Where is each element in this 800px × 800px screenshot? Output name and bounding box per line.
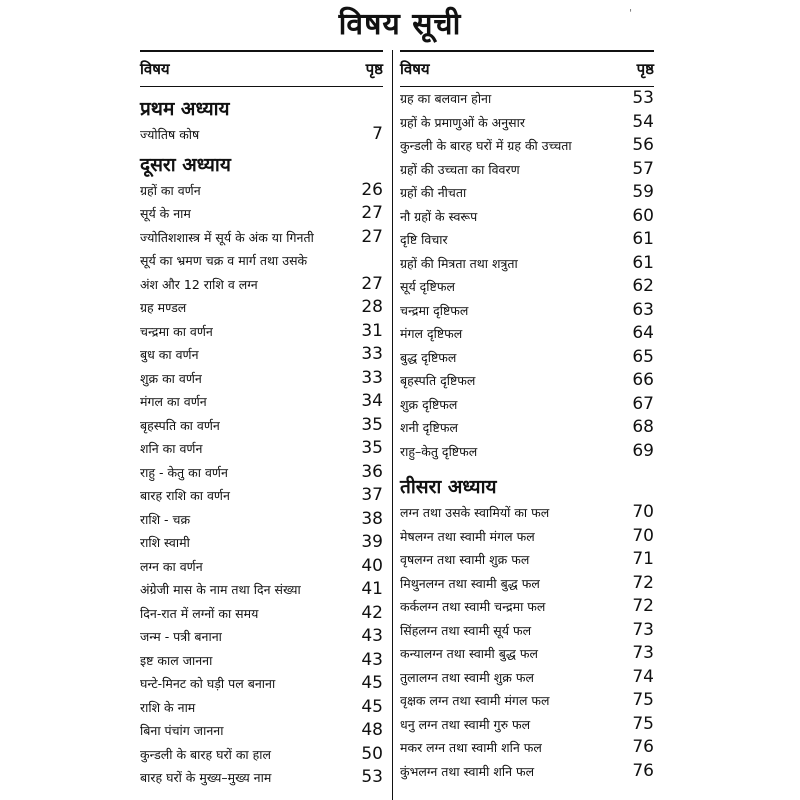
toc-entry (400, 572, 654, 596)
entry-title: वृक्षक लग्न तथा स्वामी मंगल फल (400, 693, 550, 708)
entry-page-number: 37 (361, 485, 383, 505)
entry-page-number: 57 (632, 158, 654, 179)
entry-title: मंगल दृष्टिफल (400, 326, 463, 341)
entry-title: बृहस्पति का वर्णन (140, 417, 220, 433)
entry-title: चन्द्रमा का वर्णन (140, 323, 213, 339)
entry-title: कुन्डली के बारह घरों में ग्रह की उच्चता (400, 138, 572, 153)
entry-page-number: 27 (361, 273, 383, 294)
toc-entry (400, 416, 654, 440)
entry-title: लग्न का वर्णन (140, 558, 203, 574)
entry-title: मिथुनलग्न तथा स्वामी बुद्ध फल (400, 575, 540, 591)
chapter-heading: दूसरा अध्याय (140, 153, 231, 176)
entry-title: वृषलग्न तथा स्वामी शुक्र फल (400, 552, 530, 567)
toc-entry (400, 181, 654, 205)
entry-title: ग्रह का बलवान होना (400, 91, 492, 106)
entry-page-number: 59 (632, 182, 654, 202)
entry-page-number: 71 (632, 549, 654, 569)
right-column-body (400, 87, 654, 783)
toc-entry (400, 369, 654, 393)
toc-entry (400, 158, 654, 182)
entry-title: शनी दृष्टिफल (400, 420, 458, 435)
entry-page-number: 65 (632, 346, 654, 367)
entry-page-number: 31 (361, 320, 383, 341)
page-title: विषय सूची (338, 7, 462, 42)
entry-title: सूर्य का भ्रमण चक्र व मार्ग तथा उसके (140, 253, 308, 268)
entry-page-number: 70 (632, 502, 654, 522)
entry-title: मंगल का वर्णन (140, 394, 207, 409)
toc-entry (400, 619, 654, 643)
toc-entry (400, 393, 654, 417)
entry-page-number: 35 (361, 414, 383, 435)
entry-title: ग्रहों की नीचता (400, 185, 467, 200)
entry-title: सूर्य के नाम (140, 206, 191, 221)
toc-entry (140, 202, 383, 226)
entry-title: कन्यालग्न तथा स्वामी बुद्ध फल (400, 646, 538, 661)
toc-entry (400, 205, 654, 229)
entry-page-number: 48 (361, 720, 383, 740)
toc-entry (140, 719, 383, 743)
entry-title: धनु लग्न तथा स्वामी गुरु फल (400, 716, 531, 732)
entry-title: बृहस्पति दृष्टिफल (400, 373, 476, 388)
entry-page-number: 7 (372, 124, 383, 144)
toc-entry (140, 602, 383, 626)
toc-entry (140, 743, 383, 767)
entry-page-number: 27 (361, 203, 383, 223)
toc-entry (400, 87, 654, 111)
toc-entry (140, 390, 383, 414)
entry-page-number: 43 (361, 649, 383, 670)
entry-page-number: 45 (361, 673, 383, 693)
subject-label: विषय (400, 60, 430, 78)
toc-entry (140, 437, 383, 461)
entry-title: राशि - चक्र (140, 511, 191, 527)
entry-page-number: 72 (632, 596, 654, 616)
entry-title: घन्टे-मिनट को घड़ी पल बनाना (140, 676, 276, 691)
entry-page-number: 76 (632, 760, 654, 781)
toc-entry (140, 414, 383, 438)
entry-title: ग्रहों की मित्रता तथा शत्रुता (400, 255, 518, 271)
toc-entry (140, 508, 383, 532)
entry-title: जन्म - पत्री बनाना (140, 629, 222, 644)
toc-entry (140, 320, 383, 344)
toc-entry (400, 736, 654, 760)
entry-title: कुन्डली के बारह घरों का हाल (140, 746, 271, 762)
entry-title: बुध का वर्णन (140, 347, 199, 362)
toc-entry (140, 343, 383, 367)
entry-title: कर्कलग्न तथा स्वामी चन्द्रमा फल (400, 599, 546, 614)
toc-entry (400, 134, 654, 158)
toc-entry (400, 346, 654, 370)
toc-entry (140, 649, 383, 673)
toc-entry (140, 484, 383, 508)
entry-title: सिंहलग्न तथा स्वामी सूर्य फल (400, 622, 532, 638)
entry-page-number: 60 (632, 205, 654, 226)
entry-title: ग्रहों की उच्चता का विवरण (400, 161, 520, 177)
entry-page-number: 40 (361, 555, 383, 576)
entry-page-number: 75 (632, 690, 654, 710)
toc-entry (400, 299, 654, 323)
entry-title: लग्न तथा उसके स्वामियों का फल (400, 505, 550, 520)
entry-page-number: 61 (632, 252, 654, 273)
corner-mark: ' (629, 8, 632, 19)
entry-page-number: 35 (361, 438, 383, 458)
entry-title: राशि स्वामी (140, 535, 190, 550)
entry-page-number: 36 (361, 461, 383, 482)
toc-entry (400, 548, 654, 572)
column-divider (392, 50, 393, 800)
entry-title: दृष्टि विचार (400, 232, 448, 247)
entry-page-number: 56 (632, 135, 654, 155)
toc-entry (400, 760, 654, 784)
entry-title: बारह राशि का वर्णन (140, 488, 230, 503)
entry-page-number: 73 (632, 643, 654, 663)
column-header (400, 52, 654, 87)
entry-title: दिन-रात में लग्नों का समय (140, 605, 259, 621)
entry-title: चन्द्रमा दृष्टिफल (400, 302, 469, 318)
entry-page-number: 33 (361, 367, 383, 388)
left-column-body (140, 95, 383, 790)
entry-title: ग्रहों का वर्णन (140, 182, 201, 198)
entry-title: राशि के नाम (140, 699, 196, 715)
entry-page-number: 76 (632, 737, 654, 757)
entry-page-number: 66 (632, 370, 654, 390)
entry-page-number: 70 (632, 525, 654, 546)
entry-title: अंश और 12 राशि व लग्न (140, 276, 258, 292)
entry-title: अंग्रेजी मास के नाम तथा दिन संख्या (140, 582, 301, 597)
entry-page-number: 42 (361, 602, 383, 623)
entry-title: तुलालग्न तथा स्वामी शुक्र फल (400, 669, 534, 685)
toc-entry (400, 713, 654, 737)
entry-page-number: 34 (361, 391, 383, 411)
entry-title: बिना पंचांग जानना (140, 723, 224, 738)
toc-entry (140, 226, 383, 250)
entry-page-number: 26 (361, 179, 383, 200)
entry-title: बुद्ध दृष्टिफल (400, 349, 457, 365)
entry-page-number: 33 (361, 344, 383, 364)
entry-page-number: 68 (632, 417, 654, 437)
entry-page-number: 39 (361, 532, 383, 552)
entry-title: बारह घरों के मुख्य–मुख्य नाम (140, 770, 272, 785)
entry-title: मकर लग्न तथा स्वामी शनि फल (400, 740, 542, 755)
entry-page-number: 43 (361, 626, 383, 646)
toc-entry (140, 531, 383, 555)
entry-page-number: 53 (361, 767, 383, 787)
entry-title: ज्योतिष कोष (140, 127, 200, 142)
page-label: पृष्ठ (365, 60, 383, 78)
entry-page-number: 62 (632, 276, 654, 296)
entry-page-number: 74 (632, 666, 654, 687)
toc-entry (140, 367, 383, 391)
toc-entry (400, 228, 654, 252)
entry-page-number: 64 (632, 323, 654, 343)
toc-entry (140, 696, 383, 720)
entry-title: कुंभलग्न तथा स्वामी शनि फल (400, 763, 535, 779)
toc-right-column (400, 50, 654, 783)
entry-page-number: 63 (632, 299, 654, 320)
toc-entry (140, 461, 383, 485)
chapter-heading: तीसरा अध्याय (400, 476, 497, 498)
entry-title: सूर्य दृष्टिफल (400, 279, 455, 294)
toc-entry (400, 275, 654, 299)
toc-entry (400, 322, 654, 346)
entry-title: इष्ट काल जानना (140, 652, 213, 668)
toc-entry (140, 672, 383, 696)
toc-entry (140, 123, 383, 147)
subject-label: विषय (140, 60, 170, 78)
entry-page-number: 67 (632, 393, 654, 414)
entry-page-number: 61 (632, 229, 654, 249)
chapter-heading: प्रथम अध्याय (140, 98, 230, 120)
toc-entry (140, 179, 383, 203)
toc-entry (140, 578, 383, 602)
entry-page-number: 75 (632, 713, 654, 734)
toc-entry (140, 249, 383, 273)
toc-entry (140, 625, 383, 649)
entry-page-number: 54 (632, 111, 654, 132)
entry-title: नौ ग्रहों के स्वरूप (400, 208, 478, 224)
toc-entry (400, 440, 654, 464)
toc-entry (140, 766, 383, 790)
entry-page-number: 28 (361, 297, 383, 317)
entry-page-number: 41 (361, 579, 383, 599)
toc-entry (140, 273, 383, 297)
entry-page-number: 73 (632, 619, 654, 640)
entry-page-number: 72 (632, 572, 654, 593)
entry-title: शुक्र का वर्णन (140, 370, 202, 386)
toc-entry (400, 642, 654, 666)
entry-title: शनि का वर्णन (140, 441, 203, 456)
entry-page-number: 53 (632, 88, 654, 108)
entry-title: राहु–केतु दृष्टिफल (400, 443, 478, 459)
toc-entry (140, 296, 383, 320)
entry-page-number: 45 (361, 696, 383, 717)
entry-page-number: 27 (361, 226, 383, 247)
toc-entry (400, 501, 654, 525)
entry-title: राहु - केतु का वर्णन (140, 464, 228, 480)
page-label: पृष्ठ (636, 60, 654, 78)
entry-title: ज्योतिशशास्त्र में सूर्य के अंक या गिनती (140, 229, 314, 245)
toc-entry (400, 595, 654, 619)
entry-title: शुक्र दृष्टिफल (400, 396, 458, 412)
entry-page-number: 69 (632, 440, 654, 461)
entry-page-number: 38 (361, 508, 383, 529)
toc-entry (400, 111, 654, 135)
toc-entry (400, 689, 654, 713)
entry-title: ग्रहों के प्रमाणुओं के अनुसार (400, 114, 525, 130)
toc-left-column (140, 50, 383, 790)
entry-title: ग्रह मण्डल (140, 300, 187, 315)
entry-title: मेषलग्न तथा स्वामी मंगल फल (400, 528, 535, 544)
column-header (140, 52, 383, 87)
entry-page-number: 50 (361, 743, 383, 764)
toc-entry (140, 555, 383, 579)
toc-entry (400, 525, 654, 549)
toc-entry (400, 666, 654, 690)
toc-entry (400, 252, 654, 276)
